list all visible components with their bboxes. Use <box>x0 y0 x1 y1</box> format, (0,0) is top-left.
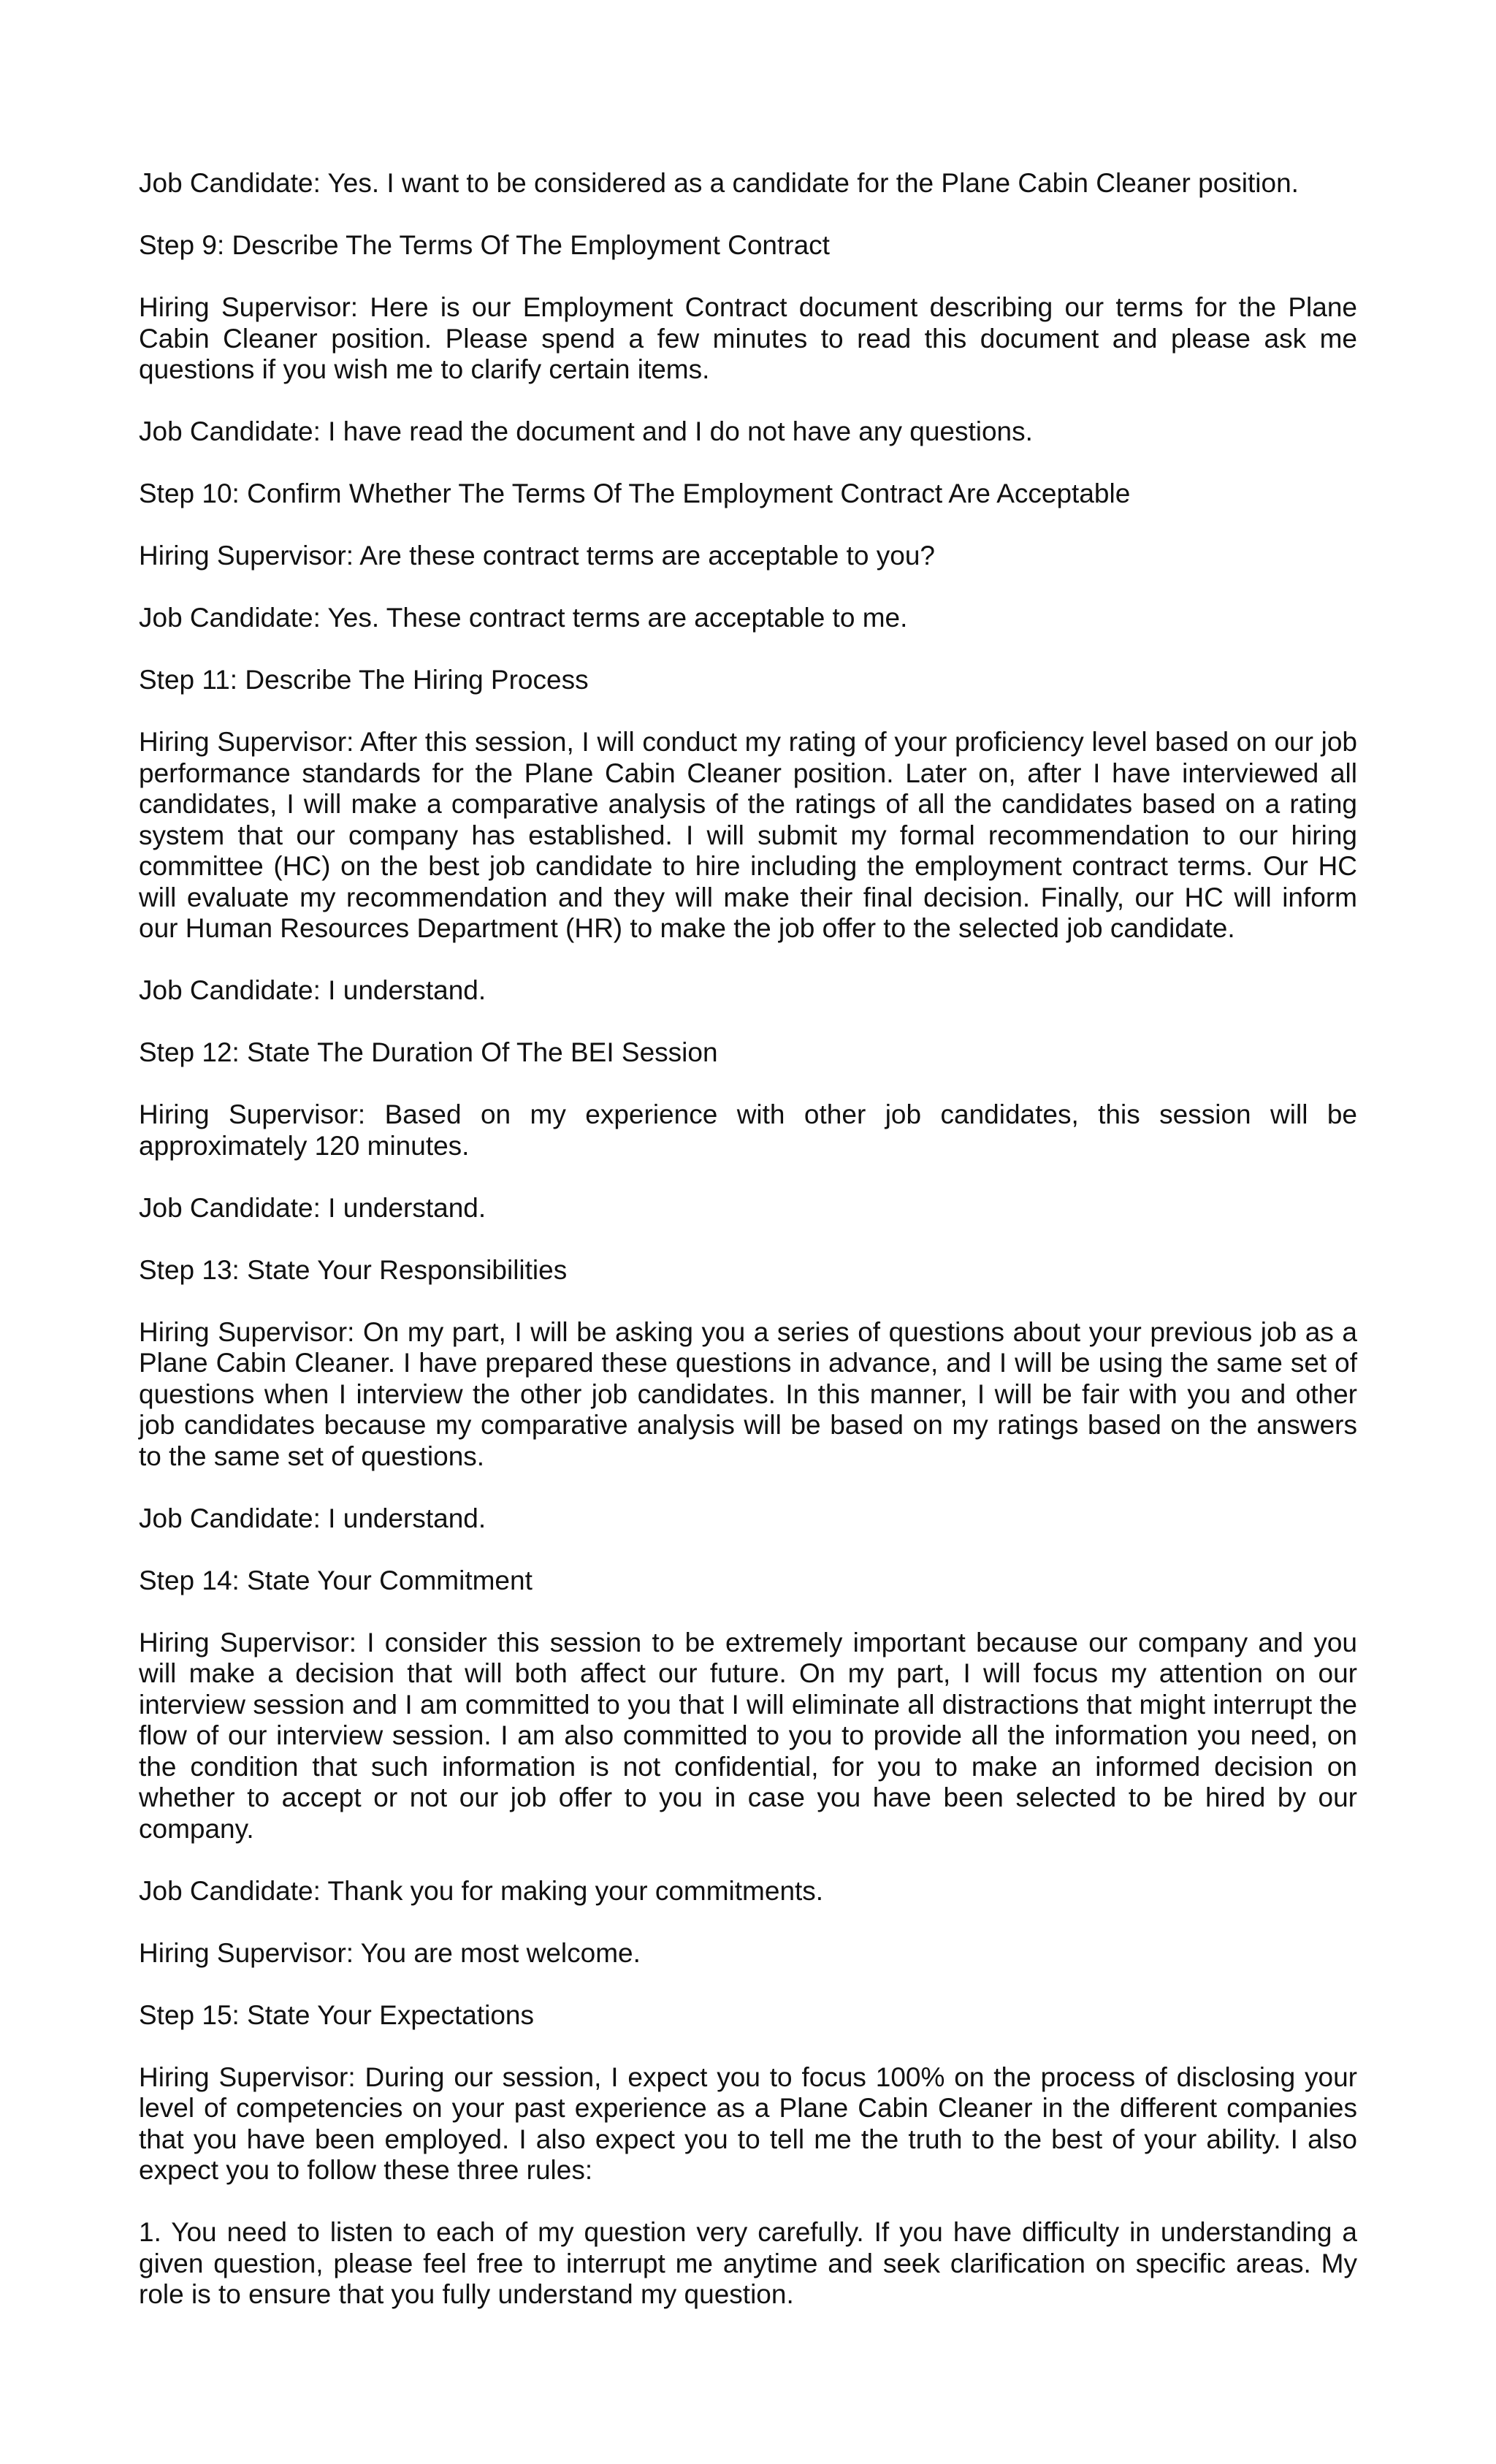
document-page <box>139 168 1357 2341</box>
paragraph-candidate-understand-2: Job Candidate: I understand. <box>139 1192 486 1223</box>
paragraph-supervisor-welcome: Hiring Supervisor: You are most welcome. <box>139 1937 641 1968</box>
step-14-heading: Step 14: State Your Commitment <box>139 1565 533 1595</box>
paragraph-commitment: Hiring Supervisor: I consider this session to be extremely important because our company and you will make a decision that will both affect our future. On my part, I will focus my attention on our interview session and I am committed to you that I will eliminate all distractions that might interrupt the flow of our interview session. I am also committed to you to provide all the information you need, on the condition that such information is not confidential, for you to make an informed decision on whether to accept or not our job offer to you in case you have been selected to be hired by our company. <box>139 1627 1357 1844</box>
paragraph-expectations: Hiring Supervisor: During our session, I expect you to focus 100% on the process of disclosing your level of competencies on your past experience as a Plane Cabin Cleaner in the different companies that you have been employed. I also expect you to tell me the truth to the best of your ability. I also expect you to follow these three rules: <box>139 2061 1357 2185</box>
step-15-heading: Step 15: State Your Expectations <box>139 1999 534 2030</box>
paragraph-terms-accepted: Job Candidate: Yes. These contract terms are acceptable to me. <box>139 603 908 633</box>
paragraph-rule-1: 1. You need to listen to each of my question very carefully. If you have difficulty in understanding a given question, please feel free to interrupt me anytime and seek clarification on specific areas. My role is to ensure that you fully understand my question. <box>139 2217 1357 2309</box>
step-13-heading: Step 13: State Your Responsibilities <box>139 1254 568 1285</box>
paragraph-terms-question: Hiring Supervisor: Are these contract terms are acceptable to you? <box>139 541 935 571</box>
paragraph-candidate-consent: Job Candidate: Yes. I want to be considered as a candidate for the Plane Cabin Cleaner position. <box>139 168 1299 198</box>
paragraph-candidate-understand-3: Job Candidate: I understand. <box>139 1503 486 1533</box>
step-9-heading: Step 9: Describe The Terms Of The Employment Contract <box>139 230 830 260</box>
paragraph-responsibilities: Hiring Supervisor: On my part, I will be asking you a series of questions about your previous job as a Plane Cabin Cleaner. I have prepared these questions in advance, and I will be using the same set of questions when I interview the other job candidates. In this manner, I will be fair with you and other job candidates because my comparative analysis will be based on my ratings based on the answers to the same set of questions. <box>139 1316 1357 1471</box>
paragraph-candidate-read: Job Candidate: I have read the document and I do not have any questions. <box>139 416 1033 446</box>
paragraph-candidate-understand-1: Job Candidate: I understand. <box>139 975 486 1005</box>
paragraph-hiring-process: Hiring Supervisor: After this session, I will conduct my rating of your proficiency level based on our job performance standards for the Plane Cabin Cleaner position. Later on, after I have interviewed all candidates, I will make a comparative analysis of the ratings of all the candidates based on a rating system that our company has established. I will submit my formal recommendation to our hiring committee (HC) on the best job candidate to hire including the employment contract terms. Our HC will evaluate my recommendation and they will make their final decision. Finally, our HC will inform our Human Resources Department (HR) to make the job offer to the selected job candidate. <box>139 727 1357 943</box>
step-11-heading: Step 11: Describe The Hiring Process <box>139 665 589 695</box>
step-10-heading: Step 10: Confirm Whether The Terms Of The Employment Contract Are Acceptable <box>139 478 1131 508</box>
paragraph-contract-document: Hiring Supervisor: Here is our Employment Contract document describing our terms for the Plane Cabin Cleaner position. Please spend a few minutes to read this document and please ask me questions if you wish me to clarify certain items. <box>139 292 1357 384</box>
step-12-heading: Step 12: State The Duration Of The BEI Session <box>139 1037 718 1067</box>
paragraph-session-duration: Hiring Supervisor: Based on my experience with other job candidates, this session will be approximately 120 minutes. <box>139 1099 1357 1161</box>
paragraph-candidate-thanks: Job Candidate: Thank you for making your commitments. <box>139 1875 824 1906</box>
